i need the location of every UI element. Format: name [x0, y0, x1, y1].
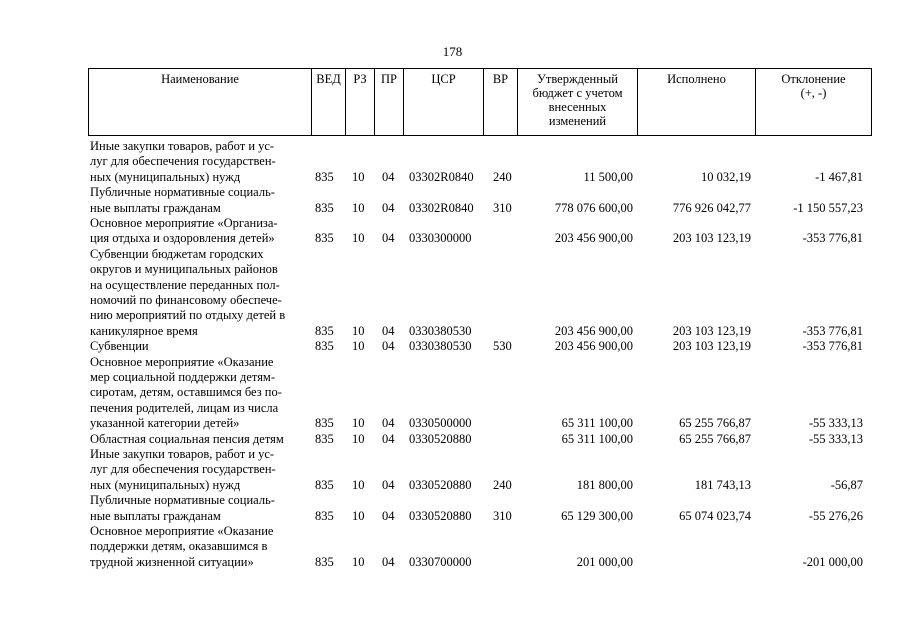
cell-vr: 240 — [493, 477, 512, 492]
row-name — [90, 185, 314, 216]
table-row — [88, 524, 872, 570]
cell-ved: 835 — [315, 169, 334, 184]
cell-rz: 10 — [352, 431, 365, 446]
row-name-line: Публичные нормативные социаль- — [90, 185, 275, 200]
cell-deviation: -55 333,13 — [808, 431, 863, 446]
row-name-line: ных (муниципальных) нужд — [90, 477, 241, 492]
cell-rz: 10 — [352, 416, 365, 431]
table-row — [88, 185, 872, 216]
cell-vr: 310 — [493, 508, 512, 523]
row-name-line: Основное мероприятие «Оказание — [90, 354, 274, 369]
table-row — [88, 493, 872, 524]
row-name-line: луг для обеспечения государствен- — [90, 154, 276, 169]
cell-rz: 10 — [352, 477, 365, 492]
row-name-line: Субвенции — [90, 339, 149, 354]
cell-deviation: -353 776,81 — [802, 339, 863, 354]
cell-rz: 10 — [352, 323, 365, 338]
table-row — [88, 339, 872, 354]
cell-pr: 04 — [382, 477, 395, 492]
cell-executed: 65 074 023,74 — [679, 508, 751, 523]
row-name-line: трудной жизненной ситуации» — [90, 554, 254, 569]
cell-csr: 0330300000 — [409, 231, 472, 246]
cell-approved: 201 000,00 — [576, 554, 633, 569]
cell-csr: 0330700000 — [409, 554, 472, 569]
cell-ved: 835 — [315, 431, 334, 446]
cell-ved: 835 — [315, 339, 334, 354]
row-name — [90, 493, 314, 524]
row-name-line: ные выплаты гражданам — [90, 200, 221, 215]
cell-deviation: -55 333,13 — [808, 416, 863, 431]
row-name-line: Иные закупки товаров, работ и ус- — [90, 139, 275, 153]
cell-approved: 65 311 100,00 — [561, 416, 633, 431]
table-row — [88, 355, 872, 432]
cell-approved: 778 076 600,00 — [554, 200, 633, 215]
cell-rz: 10 — [352, 339, 365, 354]
table-row — [88, 139, 872, 185]
header-csr: ЦСР — [404, 69, 484, 135]
cell-executed: 776 926 042,77 — [672, 200, 751, 215]
cell-approved: 65 129 300,00 — [561, 508, 633, 523]
row-name-line: поддержки детям, оказавшимся в — [90, 539, 268, 554]
cell-deviation: -201 000,00 — [802, 554, 863, 569]
cell-approved: 203 456 900,00 — [554, 339, 633, 354]
cell-csr: 03302R0840 — [409, 200, 474, 215]
cell-executed: 10 032,19 — [701, 169, 751, 184]
cell-csr: 0330500000 — [409, 416, 472, 431]
cell-ved: 835 — [315, 477, 334, 492]
cell-vr: 310 — [493, 200, 512, 215]
cell-vr: 530 — [493, 339, 512, 354]
row-name — [90, 247, 314, 339]
cell-approved: 11 500,00 — [583, 169, 633, 184]
row-name-line: каникулярное время — [90, 323, 198, 338]
cell-csr: 0330380530 — [409, 339, 472, 354]
row-name-line: Областная социальная пенсия детям — [90, 431, 284, 446]
row-name-line: ных (муниципальных) нужд — [90, 169, 241, 184]
row-name-line: ные выплаты гражданам — [90, 508, 221, 523]
row-name-line: луг для обеспечения государствен- — [90, 462, 276, 477]
cell-rz: 10 — [352, 169, 365, 184]
header-pr: ПР — [375, 69, 404, 135]
header-name: Наименование — [89, 69, 312, 135]
row-name — [90, 139, 314, 185]
cell-csr: 0330520880 — [409, 477, 472, 492]
row-name-line: Основное мероприятие «Организа- — [90, 216, 278, 230]
cell-approved: 65 311 100,00 — [561, 431, 633, 446]
row-name — [90, 355, 314, 432]
cell-executed: 65 255 766,87 — [679, 431, 751, 446]
cell-csr: 0330380530 — [409, 323, 472, 338]
cell-csr: 0330520880 — [409, 508, 472, 523]
row-name-line: номочий по финансовому обеспече- — [90, 293, 282, 308]
cell-ved: 835 — [315, 416, 334, 431]
cell-executed: 203 103 123,19 — [672, 231, 751, 246]
row-name-line: нию мероприятий по отдыху детей в — [90, 308, 286, 323]
row-name-line: печения родителей, лицам из числа — [90, 400, 279, 415]
cell-pr: 04 — [382, 339, 395, 354]
cell-deviation: -353 776,81 — [802, 323, 863, 338]
row-name-line: указанной категории детей» — [90, 416, 240, 431]
page-number: 178 — [442, 44, 463, 59]
header-deviation: Отклонение (+, -) — [781, 72, 846, 100]
row-name-line: Субвенции бюджетам городских — [90, 246, 264, 261]
cell-vr: 240 — [493, 169, 512, 184]
cell-deviation: -353 776,81 — [802, 231, 863, 246]
cell-pr: 04 — [382, 323, 395, 338]
cell-deviation: -56,87 — [830, 477, 863, 492]
header-executed: Исполнено — [638, 69, 756, 135]
row-name — [90, 447, 314, 493]
header-vr: ВР — [484, 69, 518, 135]
table-row — [88, 216, 872, 247]
cell-executed: 65 255 766,87 — [679, 416, 751, 431]
cell-deviation: -1 150 557,23 — [793, 200, 863, 215]
cell-pr: 04 — [382, 554, 395, 569]
cell-ved: 835 — [315, 231, 334, 246]
row-name — [90, 339, 314, 354]
row-name — [90, 524, 314, 570]
cell-executed: 203 103 123,19 — [672, 339, 751, 354]
cell-rz: 10 — [352, 554, 365, 569]
cell-ved: 835 — [315, 323, 334, 338]
cell-approved: 203 456 900,00 — [554, 323, 633, 338]
table-header — [88, 68, 872, 136]
table-row — [88, 447, 872, 493]
cell-pr: 04 — [382, 231, 395, 246]
row-name-line: Основное мероприятие «Оказание — [90, 524, 274, 538]
cell-executed: 181 743,13 — [694, 477, 751, 492]
cell-approved: 203 456 900,00 — [554, 231, 633, 246]
cell-pr: 04 — [382, 200, 395, 215]
table-row — [88, 247, 872, 339]
row-name-line: Иные закупки товаров, работ и ус- — [90, 447, 275, 461]
row-name-line: Публичные нормативные социаль- — [90, 493, 275, 508]
row-name-line: мер социальной поддержки детям- — [90, 370, 276, 384]
header-ved: ВЕД — [312, 69, 346, 135]
row-name — [90, 432, 314, 447]
header-rz: РЗ — [346, 69, 375, 135]
row-name-line: сиротам, детям, оставшимся без по- — [90, 385, 282, 400]
table-row — [88, 432, 872, 447]
cell-pr: 04 — [382, 431, 395, 446]
header-approved: Утвержденный бюджет с учетом внесенных изменений — [518, 69, 638, 135]
row-name-line: ция отдыха и оздоровления детей» — [90, 231, 275, 246]
row-name — [90, 216, 314, 247]
cell-ved: 835 — [315, 200, 334, 215]
cell-approved: 181 800,00 — [576, 477, 633, 492]
cell-executed: 203 103 123,19 — [672, 323, 751, 338]
row-name-line: на осуществление переданных пол- — [90, 277, 280, 292]
cell-ved: 835 — [315, 508, 334, 523]
cell-rz: 10 — [352, 508, 365, 523]
cell-rz: 10 — [352, 200, 365, 215]
row-name-line: округов и муниципальных районов — [90, 262, 278, 277]
cell-rz: 10 — [352, 231, 365, 246]
cell-ved: 835 — [315, 554, 334, 569]
cell-pr: 04 — [382, 169, 395, 184]
cell-csr: 03302R0840 — [409, 169, 474, 184]
cell-csr: 0330520880 — [409, 431, 472, 446]
cell-pr: 04 — [382, 508, 395, 523]
cell-deviation: -1 467,81 — [815, 169, 863, 184]
cell-pr: 04 — [382, 416, 395, 431]
cell-deviation: -55 276,26 — [808, 508, 863, 523]
